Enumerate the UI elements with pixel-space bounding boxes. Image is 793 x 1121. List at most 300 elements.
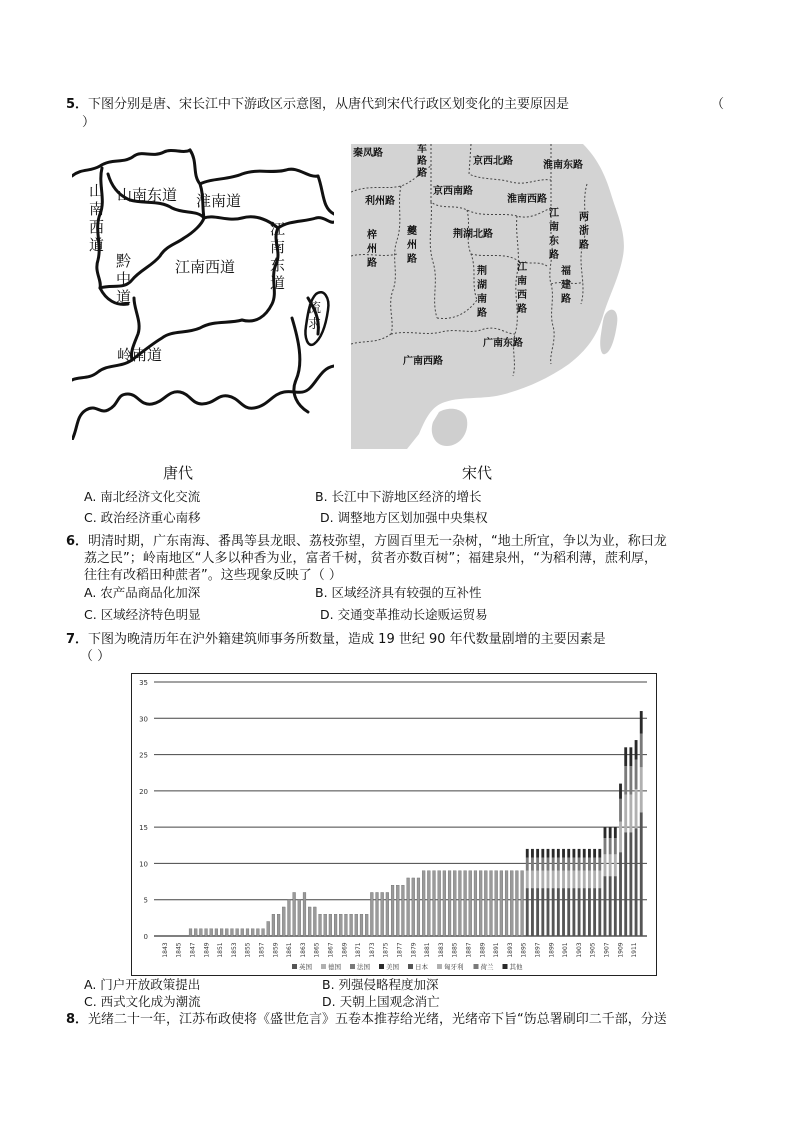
bar: [199, 929, 202, 936]
bar: [453, 871, 456, 936]
bar: [189, 929, 192, 936]
bar: [256, 929, 259, 936]
bar-segment: [640, 734, 643, 768]
bar: [427, 871, 430, 936]
chart-svg: [132, 674, 655, 974]
tang-label-jiangnan-dong-4: 道: [270, 274, 286, 292]
bar-segment: [572, 858, 575, 871]
bar-segment: [526, 849, 529, 858]
song-label-guangnan-dong: 广南东路: [483, 338, 523, 349]
bar-segment: [640, 812, 643, 936]
x-tick-label: 1851: [217, 942, 225, 958]
tang-label-qianzhong-1: 黔: [116, 252, 132, 270]
x-tick-label: 1859: [272, 942, 280, 958]
bar: [360, 914, 363, 936]
song-label-jiangnan-xi-3: 西: [517, 290, 527, 301]
bar-segment: [609, 827, 612, 838]
bar: [376, 892, 379, 936]
song-label-jinghu-nan-3: 南: [477, 294, 487, 305]
bar: [350, 914, 353, 936]
tang-label-shannan-xi-2: 南: [89, 200, 105, 218]
x-tick-label: 1881: [424, 942, 432, 958]
x-tick-label: 1893: [506, 942, 514, 958]
bar-segment: [583, 871, 586, 888]
bar-segment: [604, 854, 607, 876]
q5-option-c[interactable]: C. 政治经济重心南移: [84, 510, 201, 525]
x-tick-label: 1845: [175, 942, 183, 958]
y-tick-label: 0: [143, 933, 148, 941]
x-tick-label: 1857: [258, 942, 266, 958]
bar-segment: [593, 858, 596, 871]
bar: [381, 892, 384, 936]
q8-line-1: [66, 1011, 667, 1028]
bar-segment: [619, 822, 622, 852]
y-tick-label: 35: [139, 679, 148, 687]
song-label-jinghu-nan-1: 荆: [477, 266, 487, 277]
song-label-jiangnan-dong-1: 江: [549, 208, 559, 219]
bar-segment: [624, 766, 627, 794]
x-tick-label: 1869: [341, 942, 349, 958]
bar-segment: [562, 888, 565, 936]
bar-segment: [526, 888, 529, 936]
x-tick-label: 1843: [161, 942, 169, 958]
bar-segment: [547, 888, 550, 936]
x-tick-label: 1895: [520, 942, 528, 958]
bar-segment: [635, 740, 638, 760]
bar-segment: [640, 767, 643, 812]
bar-segment: [572, 871, 575, 888]
bar: [438, 871, 441, 936]
bar: [490, 871, 493, 936]
bar: [205, 929, 208, 936]
bar-segment: [624, 832, 627, 936]
x-tick-label: 1897: [534, 942, 542, 958]
tang-label-liuqiu-2: 求: [308, 317, 322, 332]
bar-segment: [557, 858, 560, 871]
song-label-liangzhe-3: 路: [579, 240, 589, 251]
bar-segment: [629, 747, 632, 766]
q6-option-d[interactable]: D. 交通变革推动长途贩运贸易: [320, 607, 488, 622]
bar-segment: [578, 871, 581, 888]
bar-segment: [583, 888, 586, 936]
x-tick-label: 1901: [562, 942, 570, 958]
q8-text: 光绪二十一年，江苏布政使将《盛世危言》五卷本推荐给光绪，光绪帝下旨“饬总署刷印二千部，分送: [88, 1012, 667, 1027]
legend-swatch: [321, 964, 326, 969]
x-tick-label: 1911: [631, 942, 639, 958]
bar: [241, 929, 244, 936]
song-label-qinfeng: 秦凤路: [353, 148, 383, 159]
legend-swatch: [408, 964, 413, 969]
q7-line-1: [66, 631, 606, 648]
bar: [417, 878, 420, 936]
q5-option-a[interactable]: A. 南北经济文化交流: [84, 489, 201, 504]
x-tick-label: 1863: [299, 942, 307, 958]
bar: [308, 907, 311, 936]
bar-segment: [624, 747, 627, 766]
bar: [262, 929, 265, 936]
bar: [251, 929, 254, 936]
bar-segment: [604, 827, 607, 838]
bar: [225, 929, 228, 936]
bar-segment: [552, 871, 555, 888]
q6-line-2: 荔之民”；岭南地区“人多以种香为业，富者千树，贫者亦数百树”；福建泉州，“为稻利薄，蔗利厚，: [84, 551, 657, 566]
q5-text: 下图分别是唐、宋长江中下游政区示意图，从唐代到宋代行政区划变化的主要原因是: [88, 97, 570, 112]
song-label-kuizhou-3: 路: [407, 254, 417, 265]
q6-number: 6．: [66, 534, 89, 549]
x-tick-label: 1903: [575, 942, 583, 958]
bar: [422, 871, 425, 936]
q6-line-3: 往往有改稻田种蔗者”。这些现象反映了（ ）: [84, 568, 342, 583]
bar-segment: [598, 858, 601, 871]
song-label-guangnan-xi: 广南西路: [403, 356, 443, 367]
bar: [277, 914, 280, 936]
bar: [282, 907, 285, 936]
song-label-liangzhe-2: 浙: [579, 226, 589, 237]
q7-option-a[interactable]: A. 门户开放政策提出: [84, 977, 201, 992]
q5-line: [66, 96, 569, 113]
tang-label-jiangnan-dong-3: 东: [270, 256, 286, 274]
bar: [510, 871, 513, 936]
bar: [220, 929, 223, 936]
tang-label-shannan-dong: 山南东道: [117, 186, 178, 204]
song-label-fujian-3: 路: [561, 294, 571, 305]
bar: [391, 885, 394, 936]
song-label-kuizhou-2: 州: [407, 240, 417, 251]
song-label-zizhou-1: 梓: [367, 230, 377, 241]
q6-option-a[interactable]: A. 农产品商品化加深: [84, 585, 201, 600]
bar-segment: [578, 888, 581, 936]
bar-segment: [619, 784, 622, 799]
bar-segment: [562, 871, 565, 888]
bar-segment: [609, 876, 612, 936]
bar-segment: [526, 858, 529, 871]
tang-map-svg: [72, 148, 334, 440]
bar-segment: [557, 888, 560, 936]
x-tick-label: 1907: [603, 942, 611, 958]
bar: [479, 871, 482, 936]
bar: [402, 885, 405, 936]
bar-segment: [604, 838, 607, 854]
legend-label: 美国: [386, 963, 399, 971]
x-tick-label: 1873: [368, 942, 376, 958]
x-tick-label: 1875: [382, 942, 390, 958]
x-tick-label: 1885: [451, 942, 459, 958]
bar-segment: [536, 871, 539, 888]
tang-label-liuqiu-1: 流: [308, 301, 322, 316]
song-label-jiangnan-dong-3: 东: [549, 236, 559, 247]
bar: [194, 929, 197, 936]
bar-segment: [541, 871, 544, 888]
x-tick-label: 1909: [617, 942, 625, 958]
bar: [365, 914, 368, 936]
bar-segment: [640, 711, 643, 733]
y-tick-label: 10: [139, 860, 148, 869]
bar-segment: [578, 858, 581, 871]
x-tick-label: 1871: [355, 942, 363, 958]
legend-swatch: [503, 964, 508, 969]
tang-label-shannan-xi-4: 道: [89, 236, 105, 254]
y-tick-label: 15: [139, 824, 148, 833]
bar-segment: [567, 858, 570, 871]
bar-segment: [614, 854, 617, 876]
bar-segment: [583, 849, 586, 858]
bar-segment: [531, 849, 534, 858]
bar-segment: [598, 871, 601, 888]
song-label-jiangnan-xi-4: 路: [517, 304, 527, 315]
song-label-jingxi-bei: 京西北路: [473, 156, 513, 167]
x-tick-label: 1879: [410, 942, 418, 958]
legend-swatch: [350, 964, 355, 969]
bar: [215, 929, 218, 936]
q6-option-c[interactable]: C. 区域经济特色明显: [84, 607, 201, 622]
q5-option-b[interactable]: B. 长江中下游地区经济的增长: [315, 489, 482, 504]
bar-segment: [536, 888, 539, 936]
legend-swatch: [474, 964, 479, 969]
x-tick-label: 1899: [548, 942, 556, 958]
q5-paren-open: （: [711, 97, 725, 112]
bar-segment: [552, 858, 555, 871]
bar-segment: [536, 849, 539, 858]
bar-segment: [629, 794, 632, 832]
bar-segment: [614, 876, 617, 936]
bar: [324, 914, 327, 936]
tang-label-shannan-xi-3: 西: [89, 218, 105, 236]
q7-line1-text: 下图为晚清历年在沪外籍建筑师事务所数量，造成 19 世纪 90 年代数量剧增的主要因素是: [88, 632, 606, 647]
x-tick-label: 1891: [493, 942, 501, 958]
song-label-jingxi-nan: 京西南路: [433, 186, 473, 197]
x-tick-label: 1853: [230, 942, 238, 958]
bar: [319, 914, 322, 936]
bar-segment: [609, 838, 612, 854]
q5-option-d[interactable]: D. 调整地方区划加强中央集权: [320, 510, 488, 525]
song-label-huainan-xi: 淮南西路: [507, 194, 547, 205]
bar-segment: [588, 858, 591, 871]
song-label-liangzhe-1: 两: [579, 212, 589, 223]
bar-segment: [635, 789, 638, 828]
q5-number: 5．: [66, 97, 89, 112]
legend-swatch: [437, 964, 442, 969]
bar-segment: [541, 858, 544, 871]
bar-segment: [635, 828, 638, 936]
bar-segment: [547, 858, 550, 871]
q5-paren-close: ）: [82, 115, 96, 130]
q6-option-b[interactable]: B. 区域经济具有较强的互补性: [315, 585, 482, 600]
bar-segment: [572, 888, 575, 936]
bar: [396, 885, 399, 936]
bar-segment: [562, 849, 565, 858]
q7-line-2: （ ）: [80, 649, 111, 664]
bar-segment: [624, 794, 627, 832]
tang-caption: 唐代: [163, 464, 194, 482]
bar: [386, 892, 389, 936]
q8-number: 8．: [66, 1012, 89, 1027]
bar: [484, 871, 487, 936]
bar-segment: [593, 871, 596, 888]
bar-segment: [541, 849, 544, 858]
bar: [500, 871, 503, 936]
bar: [210, 929, 213, 936]
q7-number: 7．: [66, 632, 89, 647]
song-label-huainan-dong: 淮南东路: [543, 160, 583, 171]
song-label-jinghu-nan-4: 路: [477, 308, 487, 319]
bar: [355, 914, 358, 936]
bar-segment: [629, 766, 632, 794]
bar: [246, 929, 249, 936]
bar: [515, 871, 518, 936]
legend-swatch: [379, 964, 384, 969]
x-tick-label: 1861: [286, 942, 294, 958]
bar-segment: [567, 871, 570, 888]
x-tick-label: 1855: [244, 942, 252, 958]
bar-segment: [635, 760, 638, 789]
bar-segment: [598, 849, 601, 858]
bar-segment: [526, 871, 529, 888]
bar-segment: [588, 871, 591, 888]
bar-segment: [541, 888, 544, 936]
q7-option-c[interactable]: C. 西式文化成为潮流: [84, 994, 201, 1009]
q7-option-d[interactable]: D. 天朝上国观念消亡: [322, 994, 440, 1009]
song-label-kuizhou-1: 夔: [407, 226, 417, 237]
bar-segment: [557, 871, 560, 888]
bar-segment: [531, 871, 534, 888]
bar: [272, 914, 275, 936]
bar-segment: [598, 888, 601, 936]
song-map-svg: [351, 144, 627, 449]
bar-segment: [614, 827, 617, 838]
q6-line-1: [66, 533, 667, 550]
bar: [505, 871, 508, 936]
bar-segment: [531, 858, 534, 871]
song-label-top-2: 路: [417, 156, 427, 167]
bar: [329, 914, 332, 936]
bar-segment: [536, 858, 539, 871]
bar-segment: [552, 849, 555, 858]
bar-segment: [562, 858, 565, 871]
bar-segment: [604, 876, 607, 936]
song-map: [351, 144, 627, 449]
tang-label-qianzhong-2: 中: [116, 270, 132, 288]
song-label-top-3: 路: [417, 168, 427, 179]
bar: [495, 871, 498, 936]
bar: [448, 871, 451, 936]
y-tick-label: 5: [143, 896, 148, 905]
bar-segment: [578, 849, 581, 858]
tang-map: [72, 148, 334, 440]
tang-label-lingnan: 岭南道: [117, 346, 163, 364]
bar-segment: [567, 888, 570, 936]
bar-segment: [557, 849, 560, 858]
q6-line1-text: 明清时期，广东南海、番禺等县龙眼、荔枝弥望，方圆百里无一杂树，“地土所宜，争以为业，称曰龙: [88, 534, 667, 549]
x-tick-label: 1865: [313, 942, 321, 958]
bar-segment: [547, 849, 550, 858]
bar-segment: [588, 888, 591, 936]
bar-segment: [593, 849, 596, 858]
legend-label: 日本: [415, 963, 428, 971]
song-label-zizhou-2: 州: [367, 244, 377, 255]
bar: [288, 900, 291, 936]
bar: [298, 900, 301, 936]
q7-option-b[interactable]: B. 列强侵略程度加深: [322, 977, 439, 992]
bar: [334, 914, 337, 936]
bar-segment: [547, 871, 550, 888]
song-caption: 宋代: [462, 464, 493, 482]
x-tick-label: 1877: [396, 942, 404, 958]
bar-segment: [629, 832, 632, 936]
song-label-jiangnan-dong-4: 路: [549, 250, 559, 261]
legend-label: 其他: [509, 963, 523, 971]
bar: [433, 871, 436, 936]
bar: [313, 907, 316, 936]
bar-segment: [593, 888, 596, 936]
bar-segment: [614, 838, 617, 854]
bar-segment: [572, 849, 575, 858]
tang-label-jiangnan-dong-1: 江: [270, 220, 286, 238]
song-label-fujian-1: 福: [561, 266, 571, 277]
bar-segment: [567, 849, 570, 858]
song-label-zizhou-3: 路: [367, 258, 377, 269]
legend-swatch: [292, 964, 297, 969]
tang-label-jiangnan-xi: 江南西道: [175, 258, 236, 276]
x-tick-label: 1887: [465, 942, 473, 958]
x-tick-label: 1905: [589, 942, 597, 958]
x-tick-label: 1867: [327, 942, 335, 958]
x-tick-label: 1883: [437, 942, 445, 958]
bar: [458, 871, 461, 936]
song-label-jinghu-nan-2: 湖: [477, 280, 487, 291]
song-label-jiangnan-xi-1: 江: [517, 262, 527, 273]
bar: [231, 929, 234, 936]
x-tick-label: 1849: [203, 942, 211, 958]
song-label-jinghu-bei: 荆湖北路: [453, 229, 493, 240]
tang-label-shannan-xi-1: 山: [89, 182, 105, 200]
legend-label: 英国: [299, 963, 312, 971]
bar: [443, 871, 446, 936]
bar: [407, 878, 410, 936]
x-tick-label: 1847: [189, 942, 197, 958]
bar: [293, 892, 296, 936]
bar-segment: [619, 799, 622, 822]
legend-label: 德国: [328, 963, 341, 971]
bar-segment: [588, 849, 591, 858]
bar: [236, 929, 239, 936]
bar-segment: [619, 852, 622, 936]
bar: [469, 871, 472, 936]
tang-label-jiangnan-dong-2: 南: [270, 238, 286, 256]
song-label-lizhou: 利州路: [365, 196, 395, 207]
song-label-top-1: 车: [417, 144, 427, 155]
bar: [521, 871, 524, 936]
bar: [303, 892, 306, 936]
bar-segment: [583, 858, 586, 871]
bar-segment: [552, 888, 555, 936]
x-tick-label: 1889: [479, 942, 487, 958]
legend-label: 匈牙利: [444, 963, 464, 971]
bar-segment: [609, 854, 612, 876]
bar: [370, 892, 373, 936]
y-tick-label: 20: [139, 787, 148, 796]
tang-label-qianzhong-3: 道: [116, 288, 132, 306]
legend-label: 法国: [357, 963, 370, 971]
song-label-jiangnan-dong-2: 南: [549, 222, 559, 233]
bar: [464, 871, 467, 936]
bar: [345, 914, 348, 936]
y-tick-label: 25: [139, 751, 148, 760]
bar: [474, 871, 477, 936]
bar: [267, 921, 270, 936]
bar: [412, 878, 415, 936]
bar: [339, 914, 342, 936]
song-label-fujian-2: 建: [561, 280, 571, 291]
